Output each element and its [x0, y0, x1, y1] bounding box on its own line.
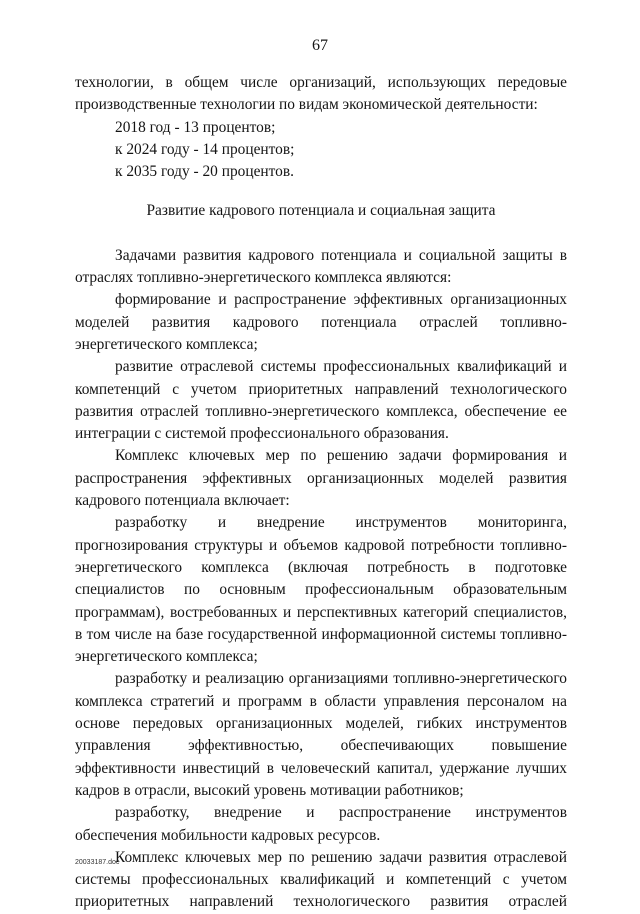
list-item: к 2024 году - 14 процентов; — [115, 140, 295, 158]
paragraph: Задачами развития кадрового потенциала и социальной защиты в отраслях топливно-энергетического комплекса являются: — [75, 246, 567, 287]
paragraph: технологии, в общем числе организаций, использующих передовые — [75, 74, 567, 91]
paragraph: разработку и внедрение инструментов мониторинга, прогнозирования структуры и объемов кадровой потребности топливно-энергетического комплекса (включая потребность в подготовке специалистов по основным профессиональным образовательным программам), востребованных и перспективных категорий специалистов, в том числе на базе государственной информационной системы топливно-энергетического комплекса; — [75, 514, 567, 666]
list-item: 2018 год - 13 процентов; — [115, 118, 276, 136]
paragraph: формирование и распространение эффективных организационных моделей развития кадрового потенциала отраслей топливно-энергетического комплекса; — [75, 291, 567, 353]
file-name-footer: 20033187.doc — [75, 859, 120, 866]
paragraph: производственные технологии по видам экономической деятельности: — [75, 96, 538, 114]
paragraph: разработку, внедрение и распространение инструментов обеспечения мобильности кадровых ресурсов. — [75, 804, 567, 844]
list-item: к 2035 году - 20 процентов. — [115, 163, 294, 181]
paragraph: Комплекс ключевых мер по решению задачи формирования и распространения эффективных организационных моделей развития кадрового потенциала включает: — [75, 447, 567, 510]
paragraph: Комплекс ключевых мер по решению задачи развития отраслевой системы профессиональных квалификаций и компетенций с учетом приоритетных направлений технологического развития отраслей — [75, 848, 567, 911]
document-body — [75, 72, 567, 914]
paragraph: разработку и реализацию организациями топливно-энергетического комплекса стратегий и программ в области управления персоналом на основе передовых организационных моделей, гибких инструментов управления эффективностью, обеспечивающих повышение эффективности инвестиций в человеческий капитал, удержание лучших кадров в отрасли, высокий уровень мотивации работников; — [75, 670, 567, 799]
paragraph: развитие отраслевой системы профессиональных квалификаций и компетенций с учетом приоритетных направлений технологического развития отраслей топливно-энергетического комплекса, обеспечение ее интеграции с системой профессионального образования. — [75, 358, 567, 443]
section-heading: Развитие кадрового потенциала и социальная защита — [146, 202, 496, 220]
page-number: 67 — [312, 37, 328, 54]
